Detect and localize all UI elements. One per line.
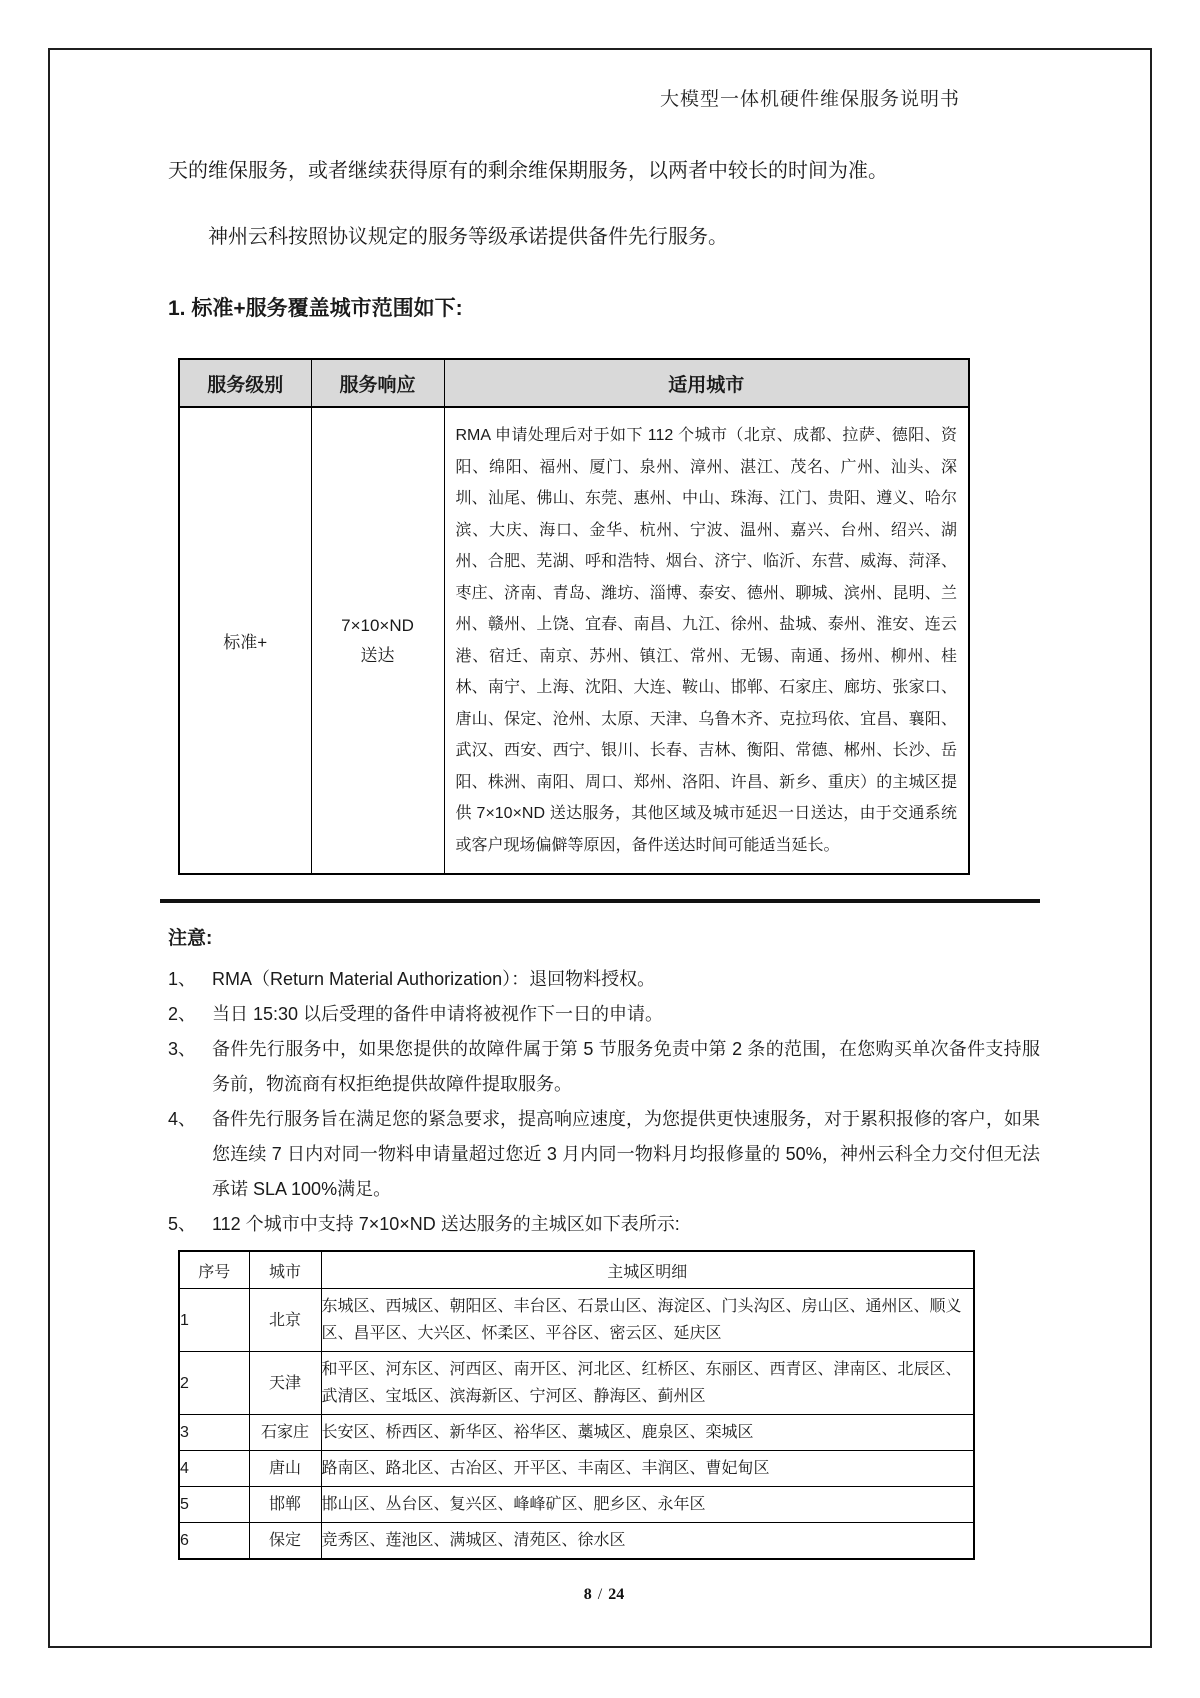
cell-city: 石家庄 [249, 1415, 321, 1451]
cell-city: 唐山 [249, 1451, 321, 1487]
district-table-row-handan [179, 1487, 974, 1523]
cell-index: 5 [179, 1487, 249, 1523]
col-header-district-detail: 主城区明细 [321, 1251, 974, 1289]
district-table-row-beijing [179, 1289, 974, 1352]
notes-list [168, 962, 1040, 1242]
district-table-header-row [179, 1251, 974, 1289]
note-text: 备件先行服务中，如果您提供的故障件属于第 5 节服务免责中第 2 条的范围，在您购买单次备件支持服务前，物流商有权拒绝提供故障件提取服务。 [212, 1039, 1040, 1094]
cell-index: 3 [179, 1415, 249, 1451]
section-heading-standard-plus-coverage: 1. 标准+服务覆盖城市范围如下: [168, 297, 463, 320]
note-item-3 [168, 1032, 1040, 1102]
note-text: 当日 15:30 以后受理的备件申请将被视作下一日的申请。 [212, 1004, 664, 1024]
district-table-row-tangshan [179, 1451, 974, 1487]
col-header-index: 序号 [179, 1251, 249, 1289]
cell-districts: 竞秀区、莲池区、满城区、清苑区、徐水区 [321, 1523, 974, 1560]
service-response-line1: 7×10×ND [341, 615, 414, 635]
service-coverage-table [178, 358, 970, 875]
cell-city: 邯郸 [249, 1487, 321, 1523]
main-district-table [178, 1250, 975, 1560]
footer-separator: / [597, 1586, 603, 1603]
cell-index: 2 [179, 1352, 249, 1415]
note-text: 112 个城市中支持 7×10×ND 送达服务的主城区如下表所示: [212, 1214, 680, 1234]
cell-index: 6 [179, 1523, 249, 1560]
section-divider-rule [160, 899, 1040, 903]
note-number: 5、 [168, 1214, 197, 1234]
paragraph-warranty-continuation: 天的维保服务，或者继续获得原有的剩余维保期服务，以两者中较长的时间为准。 [168, 160, 888, 182]
district-table-row-baoding [179, 1523, 974, 1560]
note-item-4 [168, 1102, 1040, 1207]
note-number: 1、 [168, 969, 197, 989]
page-footer [168, 1586, 1040, 1604]
service-table-row [179, 407, 969, 874]
service-response-line2: 送达 [360, 645, 395, 665]
col-header-service-response: 服务响应 [311, 359, 444, 407]
cell-applicable-cities: RMA 申请处理后对于如下 112 个城市（北京、成都、拉萨、德阳、资阳、绵阳、福州、厦门、泉州、漳州、湛江、茂名、广州、汕头、深圳、汕尾、佛山、东莞、惠州、中山、珠海、江门、贵阳、遵义、哈尔滨、大庆、海口、金华、杭州、宁波、温州、嘉兴、台州、绍兴、湖州、合肥、芜湖、呼和浩特、烟台、济宁、临沂、东营、威海、菏泽、枣庄、济南、青岛、潍坊、淄博、泰安、德州、聊城、滨州、昆明、兰州、赣州、上饶、宜春、南昌、九江、徐州、盐城、泰州、淮安、连云港、宿迁、南京、苏州、镇江、常州、无锡、南通、扬州、柳州、桂林、南宁、上海、沈阳、大连、鞍山、邯郸、石家庄、廊坊、张家口、唐山、保定、沧州、太原、天津、乌鲁木齐、克拉玛依、宜昌、襄阳、武汉、西安、西宁、银川、长春、吉林、衡阳、常德、郴州、长沙、岳阳、株洲、南阳、周口、郑州、洛阳、许昌、新乡、重庆）的主城区提供 7×10×ND 送达服务，其他区域及城市延迟一日送达，由于交通系统或客户现场偏僻等原因，备件送达时间可能适当延长。 [444, 407, 969, 874]
cell-districts: 东城区、西城区、朝阳区、丰台区、石景山区、海淀区、门头沟区、房山区、通州区、顺义区、昌平区、大兴区、怀柔区、平谷区、密云区、延庆区 [321, 1289, 974, 1352]
district-table-row-tianjin [179, 1352, 974, 1415]
cell-city: 天津 [249, 1352, 321, 1415]
page-content [168, 0, 1040, 1560]
notes-title: 注意: [168, 928, 213, 949]
cell-service-response [311, 407, 444, 874]
cell-index: 4 [179, 1451, 249, 1487]
note-item-2 [168, 997, 1040, 1032]
cell-service-level: 标准+ [179, 407, 311, 874]
note-number: 2、 [168, 1004, 197, 1024]
note-number: 4、 [168, 1109, 197, 1129]
note-text: 备件先行服务旨在满足您的紧急要求，提高响应速度，为您提供更快速服务，对于累积报修的客户，如果您连续 7 日内对同一物料申请量超过您近 3 月内同一物料月均报修量的 50%，神州云科全力交付但无法承诺 SLA 100%满足。 [212, 1109, 1040, 1199]
document-header-title: 大模型一体机硬件维保服务说明书 [659, 89, 960, 110]
cell-districts: 长安区、桥西区、新华区、裕华区、藁城区、鹿泉区、栾城区 [321, 1415, 974, 1451]
col-header-service-level: 服务级别 [179, 359, 311, 407]
note-item-1 [168, 962, 1040, 997]
cell-districts: 和平区、河东区、河西区、南开区、河北区、红桥区、东丽区、西青区、津南区、北辰区、武清区、宝坻区、滨海新区、宁河区、静海区、蓟州区 [321, 1352, 974, 1415]
note-text: RMA（Return Material Authorization）：退回物料授权。 [212, 969, 656, 989]
footer-total-pages: 24 [608, 1586, 625, 1603]
cell-city: 北京 [249, 1289, 321, 1352]
footer-current-page: 8 [583, 1586, 592, 1603]
service-table-header-row [179, 359, 969, 407]
paragraph-spare-parts-commitment: 神州云科按照协议规定的服务等级承诺提供备件先行服务。 [208, 226, 728, 248]
cell-city: 保定 [249, 1523, 321, 1560]
district-table-row-shijiazhuang [179, 1415, 974, 1451]
col-header-city: 城市 [249, 1251, 321, 1289]
cell-districts: 路南区、路北区、古冶区、开平区、丰南区、丰润区、曹妃甸区 [321, 1451, 974, 1487]
note-item-5 [168, 1207, 1040, 1242]
col-header-applicable-cities: 适用城市 [444, 359, 969, 407]
cell-districts: 邯山区、丛台区、复兴区、峰峰矿区、肥乡区、永年区 [321, 1487, 974, 1523]
cell-index: 1 [179, 1289, 249, 1352]
note-number: 3、 [168, 1039, 197, 1059]
